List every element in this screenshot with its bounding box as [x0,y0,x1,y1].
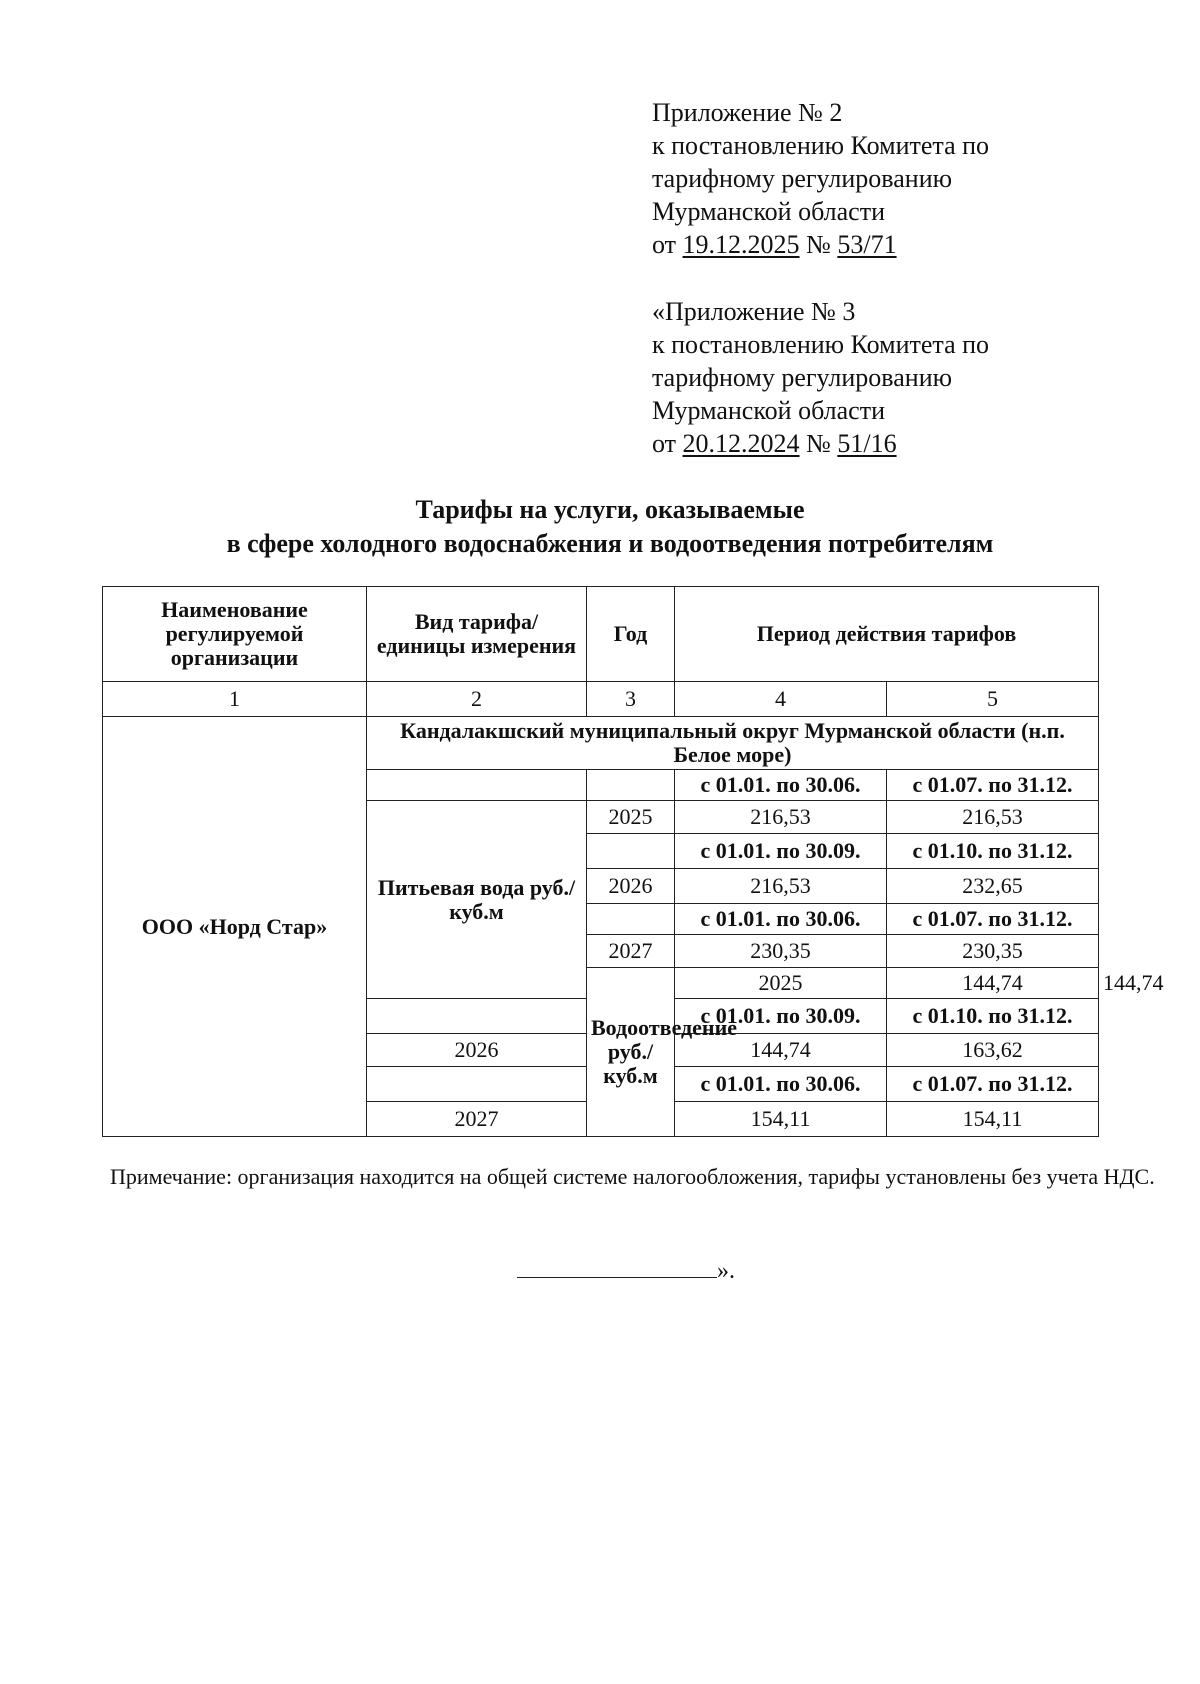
appendix-header-1 [652,96,1092,261]
appendix-1-number: 53/71 [837,230,897,259]
appendix-1-title: Приложение № 2 [652,98,843,127]
closing-mark [517,1253,735,1286]
year-cell: 2026 [587,869,675,904]
appendix-2-line4: Мурманской области [652,396,885,425]
appendix-1-line3: тарифному регулированию [652,164,953,193]
value-cell: 154,11 [675,1102,887,1137]
appendix-2-date-prefix: от [652,429,683,458]
tariffs-table [102,586,1164,1137]
column-numbers-row [103,682,1099,717]
table-header-row [103,587,1099,682]
appendix-2-line2: к постановлению Комитета по [652,330,990,359]
appendix-2-date: 20.12.2024 [682,429,800,458]
tariff-sewer-label: Водоотведение руб./куб.м [587,968,675,1137]
empty-cell [587,834,675,869]
col-number-1: 1 [103,682,367,717]
year-cell: 2027 [367,1102,587,1137]
value-cell: 154,11 [887,1102,1099,1137]
value-cell: 232,65 [887,869,1099,904]
appendix-1-date-line [652,228,1092,261]
header-period: Период действия тарифов [675,587,1099,682]
year-cell: 2026 [367,1034,587,1067]
col-number-3: 3 [587,682,675,717]
period-cell: с 01.07. по 31.12. [887,1067,1099,1102]
empty-cell [367,999,587,1034]
appendix-1-line2: к постановлению Комитета по [652,131,990,160]
table-row: Водоотведение руб./куб.м 2025 144,74 144,74 [103,968,1099,999]
appendix-2-title: «Приложение № 3 [652,297,856,326]
appendix-2-line3: тарифному регулированию [652,363,953,392]
value-cell: 230,35 [887,935,1099,968]
region-row [103,717,1099,770]
value-cell: 144,74 [887,968,1099,999]
appendix-2-num-prefix: № [799,429,838,458]
title-line-2: в сфере холодного водоснабжения и водоотведения потребителям [226,529,994,558]
period-cell: с 01.01. по 30.06. [675,904,887,935]
year-cell: 2027 [587,935,675,968]
closing-line [517,1253,717,1278]
appendix-2-date-line [652,427,1092,460]
empty-cell [367,1067,587,1102]
period-cell: с 01.10. по 31.12. [887,999,1099,1034]
organization-name: ООО «Норд Стар» [103,717,367,1137]
col-number-2: 2 [367,682,587,717]
col-number-5: 5 [887,682,1099,717]
period-cell: с 01.01. по 30.09. [675,834,887,869]
col-number-4: 4 [675,682,887,717]
empty-cell [367,770,587,801]
year-cell: 2025 [587,801,675,834]
header-organization: Наименование регулируемой организации [103,587,367,682]
appendix-1-num-prefix: № [799,230,838,259]
title-line-1: Тарифы на услуги, оказываемые [415,495,805,524]
period-cell: с 01.01. по 30.06. [675,770,887,801]
empty-cell [587,770,675,801]
tariff-water-label: Питьевая вода руб./куб.м [367,801,587,999]
header-tariff-kind: Вид тарифа/единицы измерения [367,587,587,682]
header-year: Год [587,587,675,682]
footnote: Примечание: организация находится на общей системе налогообложения, тарифы установлены без учета НДС. [110,1164,1155,1189]
appendix-1-date: 19.12.2025 [682,230,800,259]
appendix-header-2 [652,295,1092,460]
value-cell: 216,53 [887,801,1099,834]
appendix-2-number: 51/16 [837,429,897,458]
value-cell: 230,35 [675,935,887,968]
region-name: Кандалакшский муниципальный округ Мурманской области (н.п. Белое море) [367,717,1099,770]
period-cell: с 01.01. по 30.09. [675,999,887,1034]
closing-quote: ». [717,1258,735,1284]
period-cell: с 01.01. по 30.06. [675,1067,887,1102]
year-cell: 2025 [675,968,887,999]
value-cell: 216,53 [675,801,887,834]
period-cell: с 01.07. по 31.12. [887,904,1099,935]
value-cell: 163,62 [887,1034,1099,1067]
appendix-1-date-prefix: от [652,230,683,259]
value-cell: 144,74 [675,1034,887,1067]
period-cell: с 01.10. по 31.12. [887,834,1099,869]
value-cell: 216,53 [675,869,887,904]
period-cell: с 01.07. по 31.12. [887,770,1099,801]
empty-cell [587,904,675,935]
document-title [100,493,1120,561]
appendix-1-line4: Мурманской области [652,197,885,226]
